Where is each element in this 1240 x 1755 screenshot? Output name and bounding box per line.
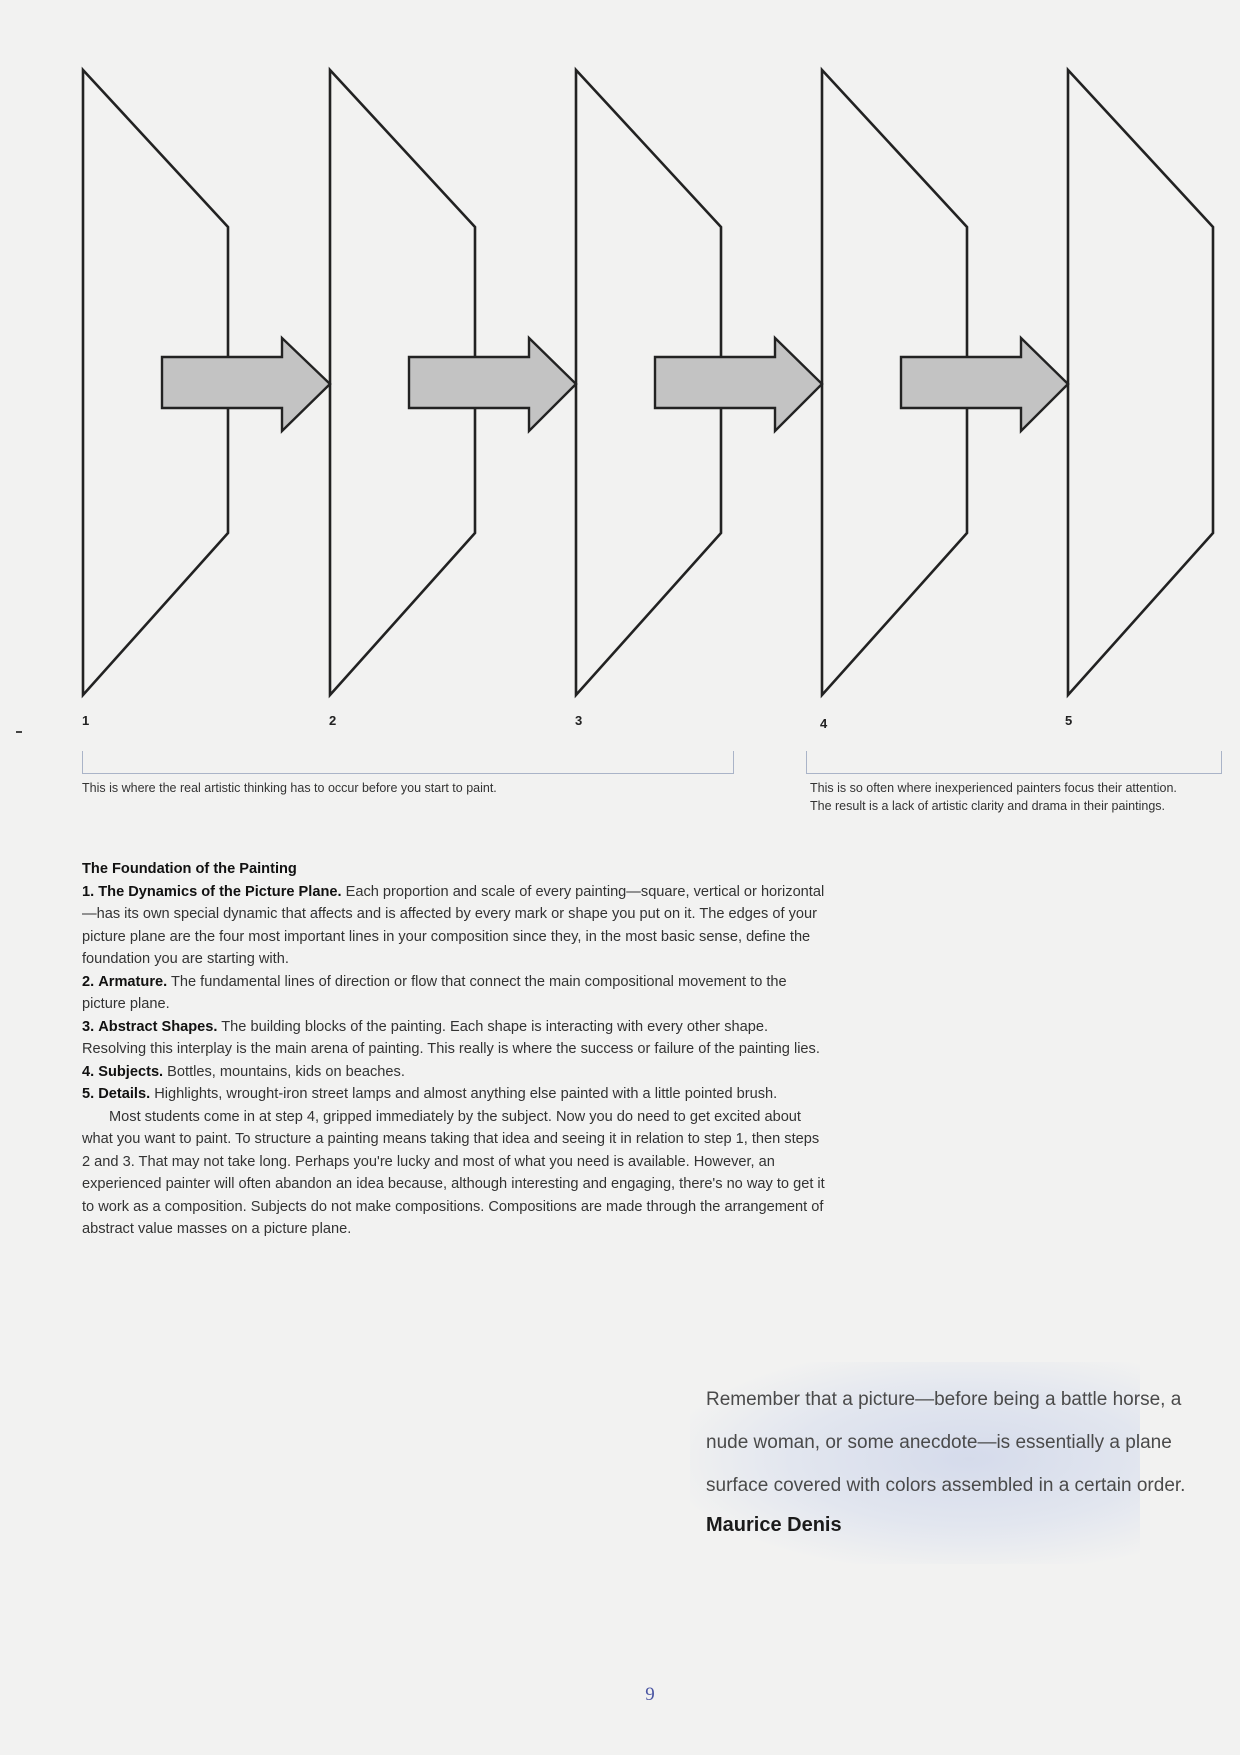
- quote-text: Remember that a picture—before being a battle horse, a nude woman, or some anecdote—is essentially a plane surface covered with colors assembled in a certain order.: [706, 1389, 1186, 1496]
- caption-steps-4-5-line-2: The result is a lack of artistic clarity and drama in their paintings.: [810, 799, 1166, 813]
- arrow-4-to-5: [901, 338, 1068, 431]
- picture-plane-diagram: [0, 0, 1240, 760]
- arrow-1-to-2: [162, 338, 330, 431]
- list-item-3-text: The building blocks of the painting. Each shape is interacting with every other shape. Resolving this interplay is the main arena of painting. This really is where the success or failure of the painting lies.: [82, 1018, 820, 1057]
- list-item-5-text: Highlights, wrought-iron street lamps and almost anything else painted with a little pointed brush.: [150, 1086, 778, 1102]
- step-number-4: 4: [820, 716, 828, 731]
- list-item-2-title: Armature.: [98, 973, 168, 990]
- caption-steps-1-3: This is where the real artistic thinking has to occur before you start to paint.: [82, 781, 497, 795]
- list-item-3-number: 3.: [82, 1018, 95, 1035]
- list-item-1-title: The Dynamics of the Picture Plane.: [98, 883, 342, 900]
- list-item-1-number: 1.: [82, 883, 95, 900]
- bracket-steps-1-3: [82, 751, 734, 774]
- caption-steps-4-5: [810, 779, 1177, 815]
- section-heading: The Foundation of the Painting: [82, 861, 297, 877]
- step-number-2: 2: [329, 713, 337, 728]
- list-item-5: [82, 1083, 830, 1106]
- list-item-1: [82, 881, 830, 971]
- arrow-3-to-4: [655, 338, 822, 431]
- picture-plane-5: [1068, 70, 1213, 695]
- list-item-1-text: Each proportion and scale of every painting—square, vertical or horizontal—has its own special dynamic that affects and is affected by every mark or shape you put on it. The edges of your picture plane are the four most important lines in your composition since they, in the most basic sense, define the foundation you are starting with.: [82, 883, 825, 967]
- list-item-4-text: Bottles, mountains, kids on beaches.: [163, 1063, 405, 1080]
- page-number: 9: [645, 1684, 655, 1705]
- list-item-5-title: Details.: [98, 1086, 151, 1102]
- bracket-steps-4-5: [806, 751, 1222, 774]
- body-paragraph: Most students come in at step 4, gripped immediately by the subject. Now you do need to get excited about what you want to paint. To structure a painting means taking that idea and seeing it in relation to step 1, then steps 2 and 3. That may not take long. Perhaps you're lucky and most of what you need is available. However, an experienced painter will often abandon an idea because, although interesting and engaging, there's no way to get it to work as a composition. Subjects do not make compositions. Compositions are made through the arrangement of abstract value masses on a picture plane.: [82, 1108, 825, 1237]
- step-number-1: 1: [82, 713, 90, 728]
- list-item-2-text: The fundamental lines of direction or flow that connect the main compositional movement to the picture plane.: [82, 973, 787, 1012]
- list-item-4-number: 4.: [82, 1063, 95, 1080]
- step-number-3: 3: [575, 713, 583, 728]
- list-item-2-number: 2.: [82, 973, 95, 990]
- article-body: [82, 858, 830, 1241]
- list-item-3: [82, 1016, 830, 1061]
- step-number-5: 5: [1065, 713, 1073, 728]
- arrow-2-to-3: [409, 338, 576, 431]
- list-item-4: [82, 1061, 830, 1084]
- list-item-4-title: Subjects.: [98, 1063, 164, 1080]
- quote-author: Maurice Denis: [706, 1514, 842, 1536]
- caption-steps-4-5-line-1: This is so often where inexperienced painters focus their attention.: [810, 781, 1177, 795]
- list-item-2: [82, 971, 830, 1016]
- scan-mark: [16, 731, 22, 733]
- list-item-3-title: Abstract Shapes.: [98, 1018, 218, 1035]
- list-item-5-number: 5.: [82, 1086, 95, 1102]
